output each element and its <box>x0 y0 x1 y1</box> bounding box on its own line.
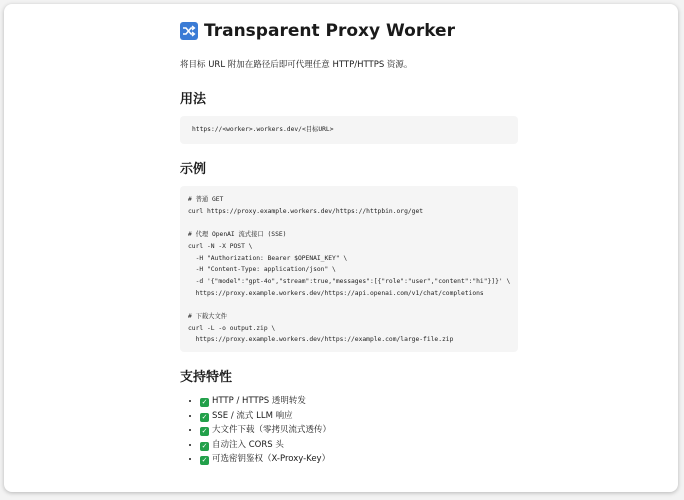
feature-label: 自动注入 CORS 头 <box>212 439 284 450</box>
page-window <box>4 4 678 492</box>
intro-text: 将目标 URL 附加在路径后即可代理任意 HTTP/HTTPS 资源。 <box>180 60 413 70</box>
examples-code-block: # 普通 GET curl https://proxy.example.workers.dev/https://httpbin.org/get # 代理 OpenAI 流式接口 (SSE) curl -N -X POST \ -H "Authorization: Bearer $OPENAI_KEY" \ -H "Content-Type: application/json" \ -d '{"model":"gpt-4o","stream":true,"messages":[{"role":"user","content":"hi"}]}' \ https://proxy.example.workers.dev/https://api.openai.com/v1/chat/completions # 下载大文件 curl -L -o output.zip \ https://proxy.example.workers.dev/https://example.com/large-file.zip <box>180 186 518 352</box>
features-heading: 支持特性 <box>180 370 233 385</box>
feature-label: 大文件下载（零拷贝流式透传） <box>212 425 332 435</box>
features-list <box>180 394 331 467</box>
feature-item <box>200 452 331 467</box>
check-icon: ✓ <box>201 456 208 464</box>
page-title <box>180 21 455 41</box>
check-icon: ✓ <box>201 398 208 406</box>
feature-label: HTTP / HTTPS 透明转发 <box>212 396 306 406</box>
feature-item <box>200 394 331 409</box>
feature-item <box>200 409 331 424</box>
check-icon: ✓ <box>201 441 208 450</box>
check-icon: ✓ <box>201 427 208 435</box>
usage-heading: 用法 <box>180 92 207 107</box>
feature-label: SSE / 流式 LLM 响应 <box>212 410 293 421</box>
feature-item <box>200 438 331 453</box>
feature-label: 可选密钥鉴权（X-Proxy-Key） <box>212 454 331 464</box>
check-icon: ✓ <box>201 412 208 421</box>
usage-code-block: https://<worker>.workers.dev/<目标URL> <box>180 116 518 144</box>
shuffle-icon <box>180 22 198 40</box>
feature-item <box>200 423 331 438</box>
page-title-text: Transparent Proxy Worker <box>204 21 455 41</box>
examples-heading: 示例 <box>180 162 207 177</box>
